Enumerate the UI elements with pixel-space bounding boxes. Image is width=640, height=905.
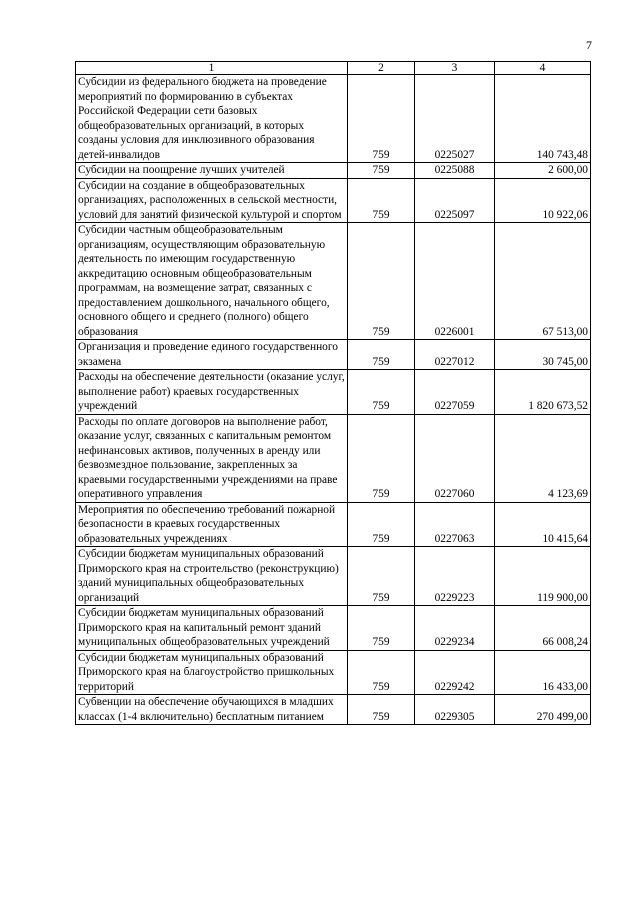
table-row	[76, 178, 591, 223]
row-name: Мероприятия по обеспечению требований пожарной безопасности в краевых государственных образовательных учреждениях	[76, 502, 348, 547]
row-amount: 66 008,24	[495, 606, 591, 651]
row-name: Субсидии бюджетам муниципальных образований Приморского края на благоустройство пришкольных территорий	[76, 650, 348, 695]
row-amount: 2 600,00	[495, 163, 591, 179]
row-code: 759	[348, 650, 415, 695]
header-col-2: 2	[348, 62, 415, 75]
table-row	[76, 370, 591, 415]
table-body	[76, 75, 591, 725]
row-article: 0229305	[415, 695, 495, 725]
table-row	[76, 414, 591, 502]
row-article: 0229234	[415, 606, 495, 651]
row-name: Субсидии частным общеобразовательным организациям, осуществляющим образовательную деятельность по имеющим государственную аккредитацию основным общеобразовательным программам, на возмещение затрат, связанных с предоставлением дошкольного, начального общего, основного общего и среднего (полного) общего образования	[76, 223, 348, 340]
row-amount: 4 123,69	[495, 414, 591, 502]
row-code: 759	[348, 340, 415, 370]
row-name: Субсидии на поощрение лучших учителей	[76, 163, 348, 179]
row-article: 0227060	[415, 414, 495, 502]
row-article: 0226001	[415, 223, 495, 340]
row-code: 759	[348, 75, 415, 163]
header-col-3: 3	[415, 62, 495, 75]
table-row	[76, 223, 591, 340]
row-name: Субсидии бюджетам муниципальных образований Приморского края на строительство (реконструкцию) зданий муниципальных общеобразовательных организаций	[76, 547, 348, 606]
row-amount: 270 499,00	[495, 695, 591, 725]
row-name: Субвенции на обеспечение обучающихся в младших классах (1-4 включительно) бесплатным питанием	[76, 695, 348, 725]
header-row	[76, 62, 591, 75]
row-article: 0225088	[415, 163, 495, 179]
row-article: 0229242	[415, 650, 495, 695]
table-row	[76, 650, 591, 695]
row-amount: 16 433,00	[495, 650, 591, 695]
row-amount: 1 820 673,52	[495, 370, 591, 415]
row-code: 759	[348, 502, 415, 547]
row-code: 759	[348, 370, 415, 415]
row-code: 759	[348, 695, 415, 725]
row-name: Субсидии бюджетам муниципальных образований Приморского края на капитальный ремонт зданий муниципальных общеобразовательных учреждений	[76, 606, 348, 651]
row-amount: 119 900,00	[495, 547, 591, 606]
table-row	[76, 695, 591, 725]
table-row	[76, 163, 591, 179]
row-name: Субсидии на создание в общеобразовательных организациях, расположенных в сельской местности, условий для занятий физической культурой и спортом	[76, 178, 348, 223]
row-name: Субсидии из федерального бюджета на проведение мероприятий по формированию в субъектах Российской Федерации сети базовых общеобразовательных организаций, в которых созданы условия для инклюзивного образования детей-инвалидов	[76, 75, 348, 163]
row-article: 0227059	[415, 370, 495, 415]
row-article: 0225027	[415, 75, 495, 163]
table-row	[76, 502, 591, 547]
row-name: Расходы по оплате договоров на выполнение работ, оказание услуг, связанных с капитальным ремонтом нефинансовых активов, полученных в аренду или безвозмездное пользование, закрепленных за краевыми государственными учреждениями на праве оперативного управления	[76, 414, 348, 502]
row-article: 0227012	[415, 340, 495, 370]
row-amount: 67 513,00	[495, 223, 591, 340]
row-code: 759	[348, 178, 415, 223]
row-amount: 140 743,48	[495, 75, 591, 163]
row-amount: 10 415,64	[495, 502, 591, 547]
row-code: 759	[348, 163, 415, 179]
header-col-4: 4	[495, 62, 591, 75]
row-name: Организация и проведение единого государственного экзамена	[76, 340, 348, 370]
row-code: 759	[348, 547, 415, 606]
budget-table	[75, 61, 591, 725]
table-row	[76, 606, 591, 651]
row-article: 0225097	[415, 178, 495, 223]
row-code: 759	[348, 414, 415, 502]
header-col-1: 1	[76, 62, 348, 75]
row-amount: 30 745,00	[495, 340, 591, 370]
table-row	[76, 340, 591, 370]
page-number: 7	[586, 38, 592, 52]
row-code: 759	[348, 223, 415, 340]
row-article: 0227063	[415, 502, 495, 547]
row-article: 0229223	[415, 547, 495, 606]
table-row	[76, 75, 591, 163]
row-name: Расходы на обеспечение деятельности (оказание услуг, выполнение работ) краевых государственных учреждений	[76, 370, 348, 415]
row-code: 759	[348, 606, 415, 651]
table-row	[76, 547, 591, 606]
row-amount: 10 922,06	[495, 178, 591, 223]
